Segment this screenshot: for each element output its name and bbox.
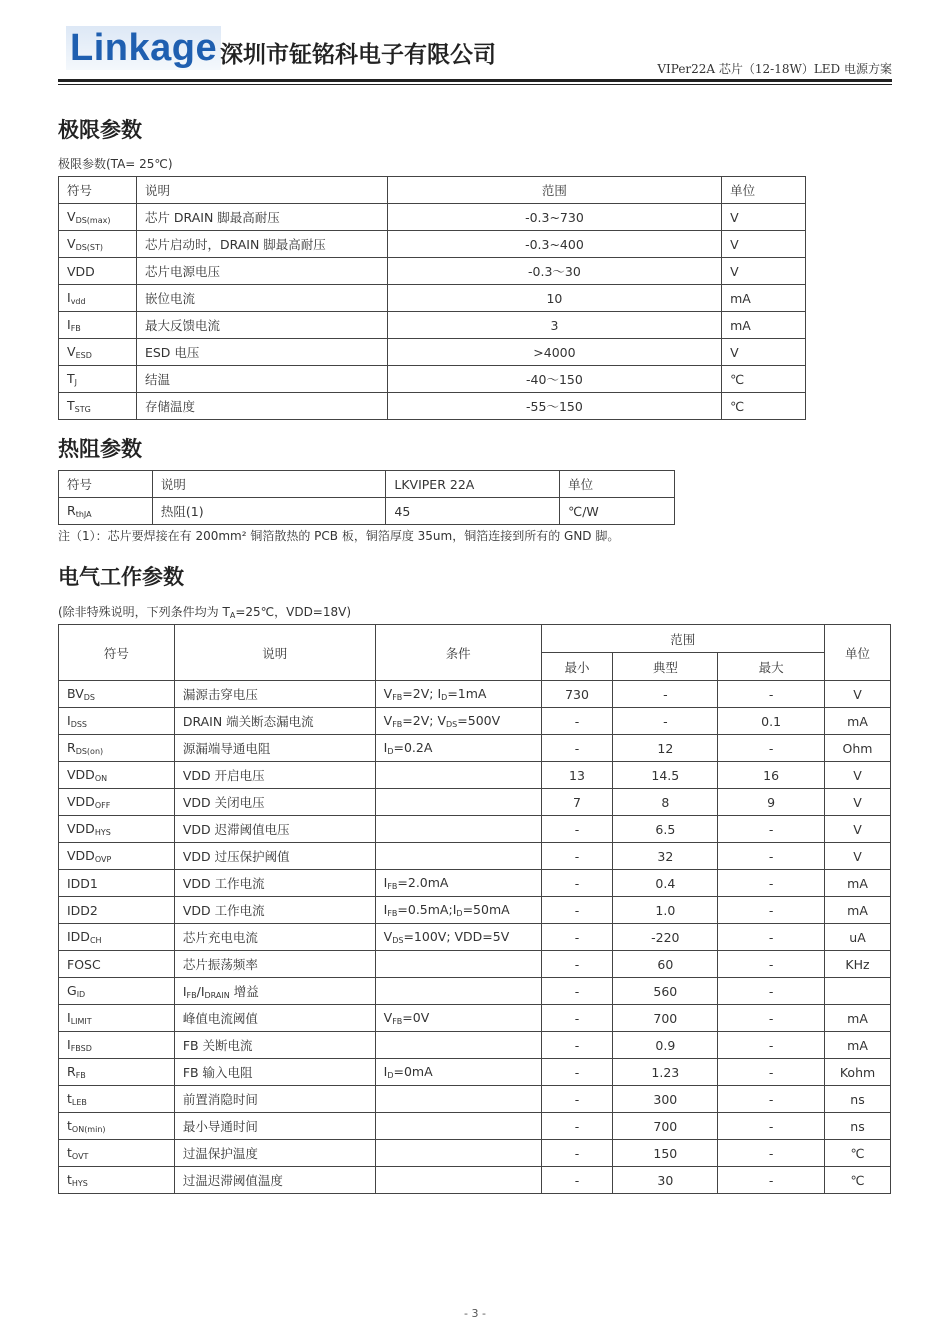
header-max: 最大 <box>718 653 825 681</box>
symbol-cell: $V_{DS(max)}$ <box>59 204 137 231</box>
description-cell: VDD 开启电压 <box>174 762 375 789</box>
symbol-cell: VDD <box>59 258 137 285</box>
symbol-cell: $VDD_{OFF}$ <box>59 789 175 816</box>
symbol-cell: $I_{LIMIT}$ <box>59 1005 175 1032</box>
min-cell: 730 <box>541 681 613 708</box>
electrical-table <box>58 624 891 1194</box>
condition-cell <box>375 1140 541 1167</box>
description-cell: 过温迟滞阈值温度 <box>174 1167 375 1194</box>
unit-cell: mA <box>825 1005 891 1032</box>
limits-table <box>58 176 806 420</box>
typ-cell: 32 <box>613 843 718 870</box>
unit-cell: ℃ <box>825 1140 891 1167</box>
table-row <box>59 735 891 762</box>
table-header-row <box>59 177 806 204</box>
table-row <box>59 1005 891 1032</box>
condition-cell <box>375 1032 541 1059</box>
description-cell: 最大反馈电流 <box>136 312 387 339</box>
range-cell: -0.3~730 <box>387 204 721 231</box>
unit-cell: mA <box>722 312 806 339</box>
range-cell: -0.3～30 <box>387 258 721 285</box>
min-cell: - <box>541 924 613 951</box>
max-cell: - <box>718 1032 825 1059</box>
typ-cell: 1.23 <box>613 1059 718 1086</box>
description-cell: 芯片充电电流 <box>174 924 375 951</box>
description-cell: FB 关断电流 <box>174 1032 375 1059</box>
min-cell: - <box>541 1113 613 1140</box>
symbol-cell: $V_{ESD}$ <box>59 339 137 366</box>
condition-cell <box>375 762 541 789</box>
header-condition: 条件 <box>375 625 541 681</box>
unit-cell: Ohm <box>825 735 891 762</box>
min-cell: - <box>541 1086 613 1113</box>
typ-cell: 60 <box>613 951 718 978</box>
condition-cell <box>375 816 541 843</box>
description-cell: VDD 工作电流 <box>174 870 375 897</box>
typ-cell: 560 <box>613 978 718 1005</box>
table-row <box>59 285 806 312</box>
typ-cell: 700 <box>613 1113 718 1140</box>
description-cell: 最小导通时间 <box>174 1113 375 1140</box>
header-unit: 单位 <box>825 625 891 681</box>
unit-cell: uA <box>825 924 891 951</box>
header-symbol: 符号 <box>59 471 153 498</box>
min-cell: - <box>541 1167 613 1194</box>
range-cell: >4000 <box>387 339 721 366</box>
condition-cell: $V_{FB}=0V$ <box>375 1005 541 1032</box>
table-row <box>59 312 806 339</box>
unit-cell: mA <box>825 870 891 897</box>
condition-cell <box>375 978 541 1005</box>
unit-cell: mA <box>722 285 806 312</box>
header-range: 范围 <box>541 625 824 653</box>
min-cell: - <box>541 1059 613 1086</box>
condition-cell: $I_{FB}=0.5mA;I_D=50mA$ <box>375 897 541 924</box>
description-cell: $I_{FB}/I_{DRAIN}$ 增益 <box>174 978 375 1005</box>
symbol-cell: $R_{thJA}$ <box>59 498 153 525</box>
table-row <box>59 258 806 285</box>
unit-cell: V <box>722 204 806 231</box>
typ-cell: 0.4 <box>613 870 718 897</box>
page-number: - 3 - <box>464 1307 486 1320</box>
page-header <box>58 22 892 84</box>
unit-cell: V <box>825 843 891 870</box>
document-title: VIPer22A 芯片（12-18W）LED 电源方案 <box>657 62 892 76</box>
max-cell: - <box>718 1059 825 1086</box>
electrical-section-title: 电气工作参数 <box>58 565 184 589</box>
description-cell: 嵌位电流 <box>136 285 387 312</box>
typ-cell: 30 <box>613 1167 718 1194</box>
typ-cell: 12 <box>613 735 718 762</box>
max-cell: - <box>718 843 825 870</box>
table-row <box>59 924 891 951</box>
condition-cell <box>375 1167 541 1194</box>
table-row <box>59 231 806 258</box>
unit-cell: mA <box>825 897 891 924</box>
table-row <box>59 1032 891 1059</box>
min-cell: - <box>541 1140 613 1167</box>
header-part: LKVIPER 22A <box>386 471 560 498</box>
max-cell: - <box>718 1005 825 1032</box>
table-row <box>59 393 806 420</box>
table-row <box>59 1113 891 1140</box>
symbol-cell: $G_{ID}$ <box>59 978 175 1005</box>
header-description: 说明 <box>152 471 386 498</box>
description-cell: FB 输入电阻 <box>174 1059 375 1086</box>
limits-section-title: 极限参数 <box>58 118 142 142</box>
condition-cell <box>375 789 541 816</box>
table-row <box>59 204 806 231</box>
symbol-cell: $t_{ON(min)}$ <box>59 1113 175 1140</box>
description-cell: DRAIN 端关断态漏电流 <box>174 708 375 735</box>
max-cell: 9 <box>718 789 825 816</box>
unit-cell: V <box>825 816 891 843</box>
symbol-cell: $VDD_{ON}$ <box>59 762 175 789</box>
description-cell: VDD 迟滞阈值电压 <box>174 816 375 843</box>
condition-cell: $I_D=0.2A$ <box>375 735 541 762</box>
table-row <box>59 366 806 393</box>
range-cell: 10 <box>387 285 721 312</box>
description-cell: 热阻(1) <box>152 498 386 525</box>
value-cell: 45 <box>386 498 560 525</box>
table-row <box>59 978 891 1005</box>
min-cell: - <box>541 708 613 735</box>
symbol-cell: $R_{DS(on)}$ <box>59 735 175 762</box>
description-cell: VDD 过压保护阈值 <box>174 843 375 870</box>
description-cell: 芯片振荡频率 <box>174 951 375 978</box>
electrical-caption: (除非特殊说明，下列条件均为 $T_A=25℃$，VDD=18V) <box>58 605 352 620</box>
condition-cell <box>375 951 541 978</box>
symbol-cell: $I_{vdd}$ <box>59 285 137 312</box>
condition-cell: $I_D=0mA$ <box>375 1059 541 1086</box>
table-row <box>59 897 891 924</box>
max-cell: - <box>718 924 825 951</box>
description-cell: 前置消隐时间 <box>174 1086 375 1113</box>
condition-cell: $V_{FB}=2V$; $V_{DS}=500V$ <box>375 708 541 735</box>
max-cell: - <box>718 1113 825 1140</box>
min-cell: 13 <box>541 762 613 789</box>
header-description: 说明 <box>136 177 387 204</box>
table-row <box>59 951 891 978</box>
table-row <box>59 681 891 708</box>
symbol-cell: IDD2 <box>59 897 175 924</box>
unit-cell: ns <box>825 1086 891 1113</box>
min-cell: - <box>541 897 613 924</box>
header-typ: 典型 <box>613 653 718 681</box>
company-name: 深圳市钲铭科电子有限公司 <box>220 41 496 68</box>
symbol-cell: $V_{DS(ST)}$ <box>59 231 137 258</box>
unit-cell: V <box>722 231 806 258</box>
description-cell: VDD 工作电流 <box>174 897 375 924</box>
table-row <box>59 339 806 366</box>
header-symbol: 符号 <box>59 177 137 204</box>
min-cell: - <box>541 1032 613 1059</box>
range-cell: -40～150 <box>387 366 721 393</box>
symbol-cell: $t_{HYS}$ <box>59 1167 175 1194</box>
description-cell: 漏源击穿电压 <box>174 681 375 708</box>
linkage-logo: Linkage <box>66 26 221 70</box>
table-header-row <box>59 625 891 653</box>
min-cell: - <box>541 870 613 897</box>
description-cell: VDD 关闭电压 <box>174 789 375 816</box>
header-range: 范围 <box>387 177 721 204</box>
table-row <box>59 789 891 816</box>
symbol-cell: $VDD_{HYS}$ <box>59 816 175 843</box>
typ-cell: 6.5 <box>613 816 718 843</box>
range-cell: -0.3~400 <box>387 231 721 258</box>
unit-cell: ℃/W <box>560 498 675 525</box>
symbol-cell: $R_{FB}$ <box>59 1059 175 1086</box>
min-cell: - <box>541 951 613 978</box>
unit-cell: V <box>825 762 891 789</box>
unit-cell: ns <box>825 1113 891 1140</box>
table-row <box>59 1140 891 1167</box>
table-row <box>59 1086 891 1113</box>
typ-cell: - <box>613 681 718 708</box>
symbol-cell: $t_{OVT}$ <box>59 1140 175 1167</box>
symbol-cell: $I_{DSS}$ <box>59 708 175 735</box>
unit-cell: V <box>722 258 806 285</box>
header-unit: 单位 <box>722 177 806 204</box>
typ-cell: - <box>613 708 718 735</box>
header-description: 说明 <box>174 625 375 681</box>
condition-cell <box>375 1086 541 1113</box>
symbol-cell: $T_J$ <box>59 366 137 393</box>
table-row <box>59 762 891 789</box>
unit-cell: mA <box>825 1032 891 1059</box>
typ-cell: 1.0 <box>613 897 718 924</box>
header-min: 最小 <box>541 653 613 681</box>
description-cell: 芯片电源电压 <box>136 258 387 285</box>
table-row <box>59 843 891 870</box>
symbol-cell: IDD1 <box>59 870 175 897</box>
unit-cell: mA <box>825 708 891 735</box>
min-cell: - <box>541 816 613 843</box>
max-cell: - <box>718 681 825 708</box>
symbol-cell: $t_{LEB}$ <box>59 1086 175 1113</box>
max-cell: - <box>718 870 825 897</box>
unit-cell <box>825 978 891 1005</box>
thermal-table <box>58 470 675 525</box>
typ-cell: 700 <box>613 1005 718 1032</box>
max-cell: - <box>718 951 825 978</box>
condition-cell <box>375 843 541 870</box>
condition-cell: $V_{DS}=100V$; VDD=5V <box>375 924 541 951</box>
range-cell: 3 <box>387 312 721 339</box>
table-row <box>59 1167 891 1194</box>
table-row <box>59 1059 891 1086</box>
range-cell: -55～150 <box>387 393 721 420</box>
description-cell: ESD 电压 <box>136 339 387 366</box>
max-cell: 16 <box>718 762 825 789</box>
min-cell: 7 <box>541 789 613 816</box>
table-row <box>59 816 891 843</box>
unit-cell: V <box>722 339 806 366</box>
table-row <box>59 498 675 525</box>
min-cell: - <box>541 978 613 1005</box>
description-cell: 过温保护温度 <box>174 1140 375 1167</box>
description-cell: 存储温度 <box>136 393 387 420</box>
header-symbol: 符号 <box>59 625 175 681</box>
table-row <box>59 870 891 897</box>
max-cell: - <box>718 897 825 924</box>
symbol-cell: $VDD_{OVP}$ <box>59 843 175 870</box>
symbol-cell: $IDD_{CH}$ <box>59 924 175 951</box>
header-rule-thick <box>58 79 892 82</box>
condition-cell <box>375 1113 541 1140</box>
symbol-cell: $T_{STG}$ <box>59 393 137 420</box>
typ-cell: 8 <box>613 789 718 816</box>
table-header-row <box>59 471 675 498</box>
header-rule-thin <box>58 84 892 85</box>
condition-cell: $V_{FB}=2V$; $I_D=1mA$ <box>375 681 541 708</box>
description-cell: 芯片 DRAIN 脚最高耐压 <box>136 204 387 231</box>
unit-cell: KHz <box>825 951 891 978</box>
max-cell: 0.1 <box>718 708 825 735</box>
limits-caption: 极限参数(TA= 25℃) <box>58 157 173 171</box>
typ-cell: 0.9 <box>613 1032 718 1059</box>
min-cell: - <box>541 843 613 870</box>
symbol-cell: $BV_{DS}$ <box>59 681 175 708</box>
unit-cell: V <box>825 681 891 708</box>
max-cell: - <box>718 816 825 843</box>
unit-cell: Kohm <box>825 1059 891 1086</box>
unit-cell: ℃ <box>825 1167 891 1194</box>
thermal-section-title: 热阻参数 <box>58 437 142 461</box>
symbol-cell: $I_{FBSD}$ <box>59 1032 175 1059</box>
description-cell: 芯片启动时，DRAIN 脚最高耐压 <box>136 231 387 258</box>
condition-cell: $I_{FB}=2.0mA$ <box>375 870 541 897</box>
typ-cell: -220 <box>613 924 718 951</box>
max-cell: - <box>718 978 825 1005</box>
table-row <box>59 708 891 735</box>
symbol-cell: FOSC <box>59 951 175 978</box>
header-unit: 单位 <box>560 471 675 498</box>
max-cell: - <box>718 1140 825 1167</box>
max-cell: - <box>718 1086 825 1113</box>
description-cell: 峰值电流阈值 <box>174 1005 375 1032</box>
description-cell: 源漏端导通电阻 <box>174 735 375 762</box>
max-cell: - <box>718 735 825 762</box>
description-cell: 结温 <box>136 366 387 393</box>
typ-cell: 300 <box>613 1086 718 1113</box>
unit-cell: V <box>825 789 891 816</box>
unit-cell: ℃ <box>722 366 806 393</box>
typ-cell: 14.5 <box>613 762 718 789</box>
typ-cell: 150 <box>613 1140 718 1167</box>
symbol-cell: $I_{FB}$ <box>59 312 137 339</box>
min-cell: - <box>541 1005 613 1032</box>
unit-cell: ℃ <box>722 393 806 420</box>
thermal-note: 注（1）：芯片要焊接在有 200mm² 铜箔散热的 PCB 板，铜箔厚度 35um，铜箔连接到所有的 GND 脚。 <box>58 529 620 543</box>
min-cell: - <box>541 735 613 762</box>
max-cell: - <box>718 1167 825 1194</box>
